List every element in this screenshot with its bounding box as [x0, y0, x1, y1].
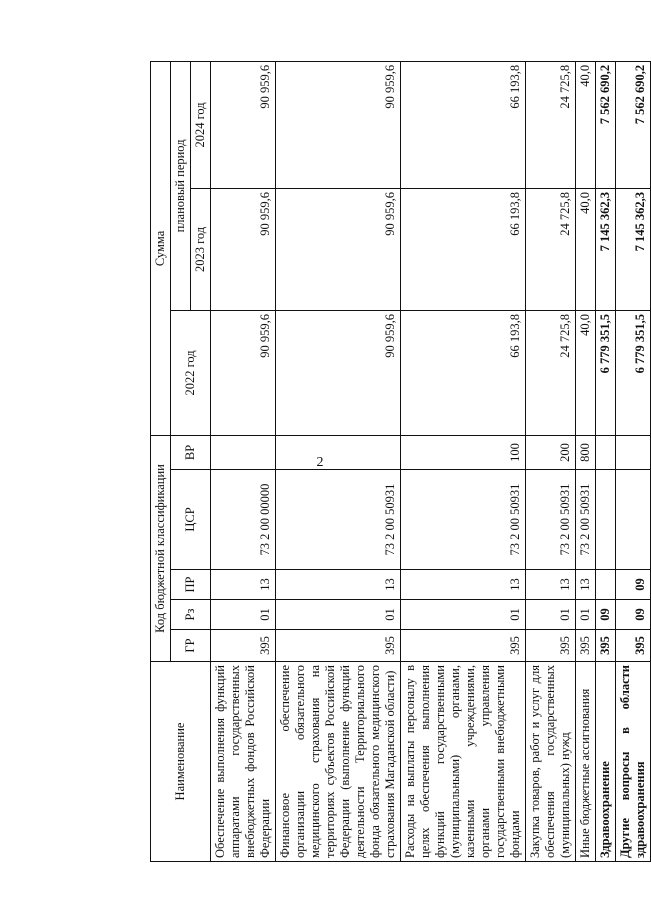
- row-2022: 6 779 351,5: [616, 310, 651, 435]
- row-rz: 01: [276, 600, 401, 630]
- row-vr: [616, 435, 651, 469]
- header-sum: Сумма: [151, 61, 171, 435]
- row-csr: 73 2 00 00000: [211, 470, 276, 570]
- row-rz: 01: [576, 600, 596, 630]
- row-2024: 7 562 690,2: [616, 61, 651, 188]
- row-pr: 13: [526, 570, 576, 600]
- rotated-budget-table: [150, 62, 647, 862]
- header-2024: 2024 год: [191, 61, 211, 188]
- row-rz: 01: [211, 600, 276, 630]
- row-vr: [596, 435, 616, 469]
- row-2024: 40,0: [576, 61, 596, 188]
- row-vr: 100: [401, 435, 526, 469]
- row-2023: 90 959,6: [276, 188, 401, 310]
- row-csr: [616, 470, 651, 570]
- row-rz: 01: [401, 600, 526, 630]
- row-2024: 90 959,6: [276, 61, 401, 188]
- row-2024: 66 193,8: [401, 61, 526, 188]
- row-2023: 66 193,8: [401, 188, 526, 310]
- row-csr: 73 2 00 50931: [276, 470, 401, 570]
- row-rz: 01: [526, 600, 576, 630]
- row-name: Расходы на выплаты персоналу в целях обеспечения выполнения функций государственными (муниципальными) органами, казенными учреждениями, органами управления государственными внебюджетными фондами: [401, 662, 526, 862]
- table-row: [211, 61, 276, 861]
- row-pr: 13: [276, 570, 401, 600]
- header-pr: ПР: [171, 570, 211, 600]
- row-pr: 09: [616, 570, 651, 600]
- row-csr: 73 2 00 50931: [401, 470, 526, 570]
- row-name: Обеспечение выполнения функций аппаратами государственных внебюджетных фондов Российской Федерации: [211, 662, 276, 862]
- table-row: [276, 61, 401, 861]
- row-name: Другие вопросы в области здравоохранения: [616, 662, 651, 862]
- table-row: [526, 61, 576, 861]
- row-2022: 90 959,6: [211, 310, 276, 435]
- header-gr: ГР: [171, 630, 211, 662]
- row-gr: 395: [276, 630, 401, 662]
- header-csr: ЦСР: [171, 470, 211, 570]
- row-2023: 40,0: [576, 188, 596, 310]
- row-gr: 395: [596, 630, 616, 662]
- row-csr: 73 2 00 50931: [526, 470, 576, 570]
- header-rz: Рз: [171, 600, 211, 630]
- row-name: Здравоохранение: [596, 662, 616, 862]
- table-row: [401, 61, 526, 861]
- header-code-group: Код бюджетной классификации: [151, 435, 171, 661]
- header-2022: 2022 год: [171, 310, 211, 435]
- row-2024: 90 959,6: [211, 61, 276, 188]
- page-number: 2: [316, 455, 324, 470]
- row-gr: 395: [616, 630, 651, 662]
- header-planned-period: плановый период: [171, 61, 191, 310]
- table-row: [576, 61, 596, 861]
- row-2024: 24 725,8: [526, 61, 576, 188]
- row-gr: 395: [576, 630, 596, 662]
- row-name: Финансовое обеспечение организации обязательного медицинского страхования на территориях субъектов Российской Федерации (выполнение функций деятельности Территориального фонда обязательного медицинского страхования Магаданской области): [276, 662, 401, 862]
- row-pr: 13: [576, 570, 596, 600]
- budget-table: [150, 61, 651, 862]
- row-pr: 13: [401, 570, 526, 600]
- row-name: Иные бюджетные ассигнования: [576, 662, 596, 862]
- row-rz: 09: [616, 600, 651, 630]
- row-vr: 800: [576, 435, 596, 469]
- row-gr: 395: [401, 630, 526, 662]
- row-vr: [211, 435, 276, 469]
- row-2023: 24 725,8: [526, 188, 576, 310]
- row-pr: 13: [211, 570, 276, 600]
- header-vr: ВР: [171, 435, 211, 469]
- row-2022: 40,0: [576, 310, 596, 435]
- row-2023: 7 145 362,3: [596, 188, 616, 310]
- row-gr: 395: [211, 630, 276, 662]
- table-row-total: [616, 61, 651, 861]
- row-2022: 90 959,6: [276, 310, 401, 435]
- row-2023: 90 959,6: [211, 188, 276, 310]
- header-name: Наименование: [151, 662, 211, 862]
- row-csr: [596, 470, 616, 570]
- row-2022: 6 779 351,5: [596, 310, 616, 435]
- row-2024: 7 562 690,2: [596, 61, 616, 188]
- row-2023: 7 145 362,3: [616, 188, 651, 310]
- table-row-total: [596, 61, 616, 861]
- row-pr: [596, 570, 616, 600]
- row-2022: 24 725,8: [526, 310, 576, 435]
- row-csr: 73 2 00 50931: [576, 470, 596, 570]
- row-2022: 66 193,8: [401, 310, 526, 435]
- row-gr: 395: [526, 630, 576, 662]
- row-rz: 09: [596, 600, 616, 630]
- row-name: Закупка товаров, работ и услуг для обеспечения государственных (муниципальных) нужд: [526, 662, 576, 862]
- header-2023: 2023 год: [191, 188, 211, 310]
- row-vr: 200: [526, 435, 576, 469]
- row-vr: [276, 435, 401, 469]
